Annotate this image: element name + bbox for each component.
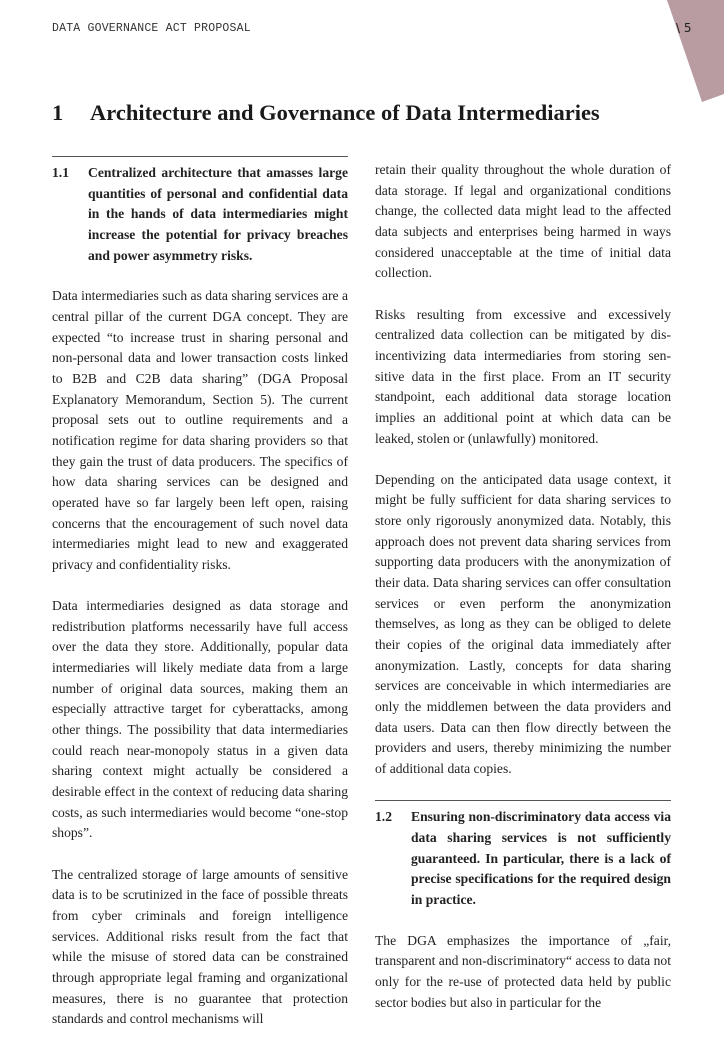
decorative-corner-shape [0,0,724,110]
section-rule [52,156,348,157]
section-number: 1.1 [52,165,69,180]
paragraph: Data intermediaries designed as data storage and redistribution platforms necessarily have full access over the data they store. Additionally, popular data intermediaries will likely mediate data from a large number of original data sources, making them an especially attractive target for cyberattacks, among other things. The possibility that data intermediaries could reach near-monopoly status in a given data sharing context might actually be considered a desirable effect in the context of reducing data sharing costs, as such intermediaries would become “one-stop shops”. [52,598,348,841]
chapter-number: 1 [52,100,64,125]
paragraph: The DGA emphasizes the importance of „fair, transparent and non-discriminatory“ access to data not only for the re-use of protected data held by public sector bodies but also in particular for the [375,932,671,1010]
paragraph: retain their quality throughout the whole duration of data storage. If legal and organizational conditions change, the collected data might lead to the affected data subjects and enterprises being harmed in ways considered unacceptable at the time of initial data collection. [375,162,671,281]
running-header-title: DATA GOVERNANCE ACT PROPOSAL [52,22,251,35]
section-number: 1.2 [375,809,392,825]
chapter-title: Architecture and Governance of Data Intermediaries [90,100,600,125]
section-heading-1-2 [375,807,671,910]
right-column [375,160,671,1034]
left-column [52,156,348,1051]
section-title: Ensuring non-discriminatory data access via data sharing services is not sufficiently guaranteed. In particular, there is a lack of precise specifications for the required design in practice. [411,809,671,907]
chapter-heading [52,100,600,126]
section-heading-1-1 [52,163,348,266]
paragraph: Risks resulting from excessive and excessively centralized data collection can be mitigated by disincentivizing data intermediaries from storing sensitive data in the first place. From an IT security standpoint, each additional data storage location implies an additional point at which data can be leaked, stolen or (unlawfully) monitored. [375,306,671,446]
section-title: Centralized architecture that amasses large quantities of personal and confidential data in the hands of data intermediaries might increase the potential for privacy breaches and power asymmetry risks. [88,165,348,263]
page-number: \ 5 [676,21,692,35]
paragraph: Data intermediaries such as data sharing services are a central pillar of the current DGA concept. They are expected “to increase trust in sharing personal and non-personal data and lower transaction costs linked to B2B and C2B data sharing” (DGA Proposal Explanatory Memorandum, Section 5). The current proposal sets out to outline requirements and a notification regime for data sharing providers so that they gain the trust of data producers. The specifics of how data sharing services can be designed and operated have so far largely been left open, raising concerns that the encouragement of such novel data intermediaries might lead to new and exaggerated privacy and confidentiality risks. [52,288,348,572]
paragraph: Depending on the anticipated data usage context, it might be fully sufficient for data sharing services to store only rigorously anonymized data. Notably, this approach does not prevent data sharing services from supporting data producers with the anonymization of their data. Data sharing services can offer consultation services or even perform the anonymization themselves, as long as they can be obliged to delete their copies of the original data immediately after anonymization. Lastly, concepts for data sharing services are conceivable in which intermediaries are only the middlemen between the data providers and data users. Data can then flow directly between the providers and users, thereby minimizing the number of additional data copies. [375,471,671,776]
section-rule [375,800,671,801]
page-number-value: 5 [683,21,692,35]
paragraph: The centralized storage of large amounts of sensitive data is to be scrutinized in the face of possible threats from cyber criminals and foreign intelligence services. Additional risks result from the fact that while the misuse of stored data can be constrained through appropriate legal framing and organizational measures, there is no guarantee that protection standards and control mechanisms will [52,866,348,1027]
